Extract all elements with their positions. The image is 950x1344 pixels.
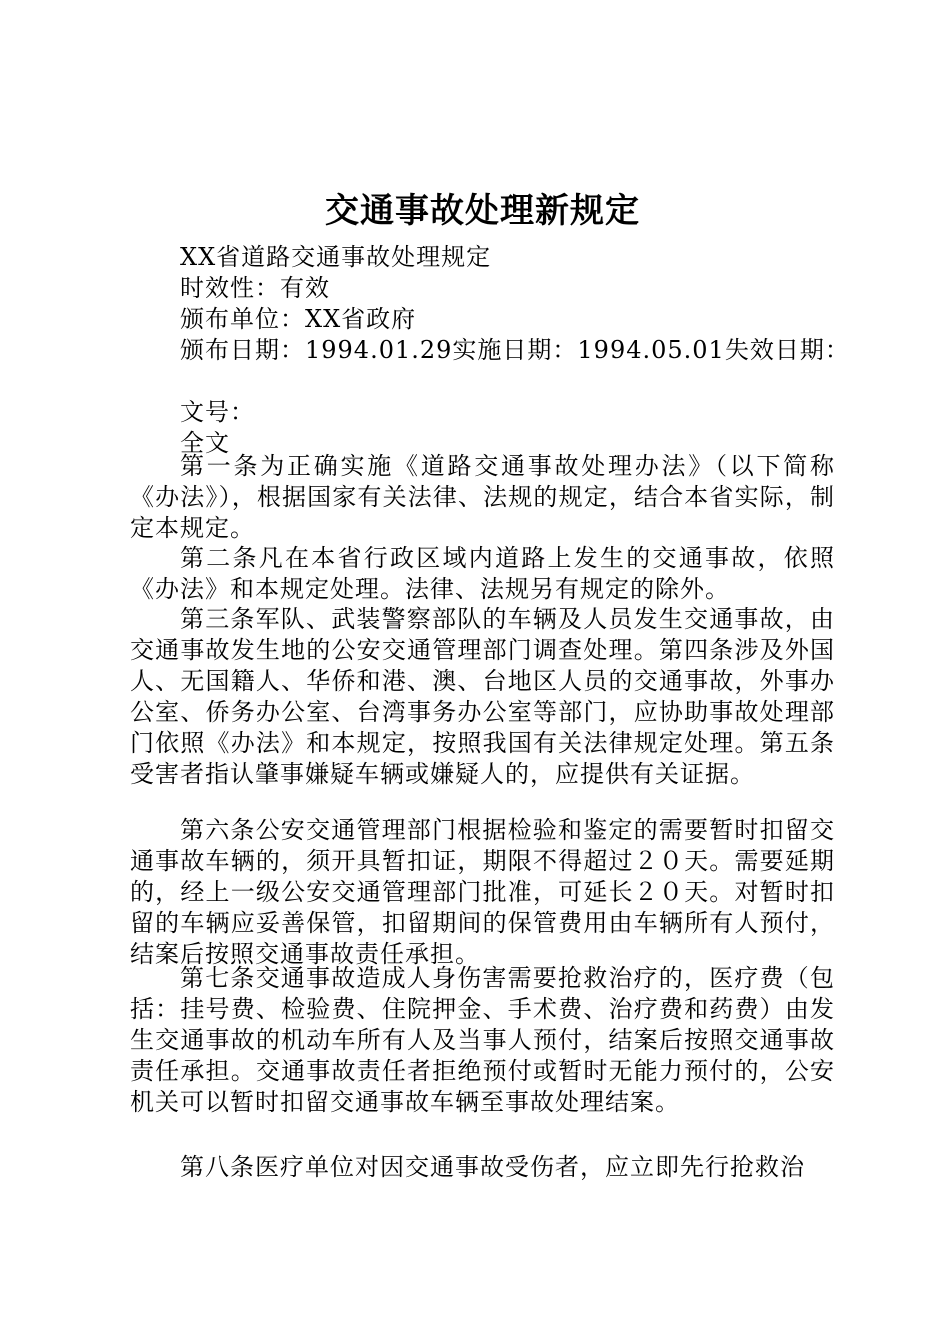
issuer-line: 颁布单位：XX省政府 <box>180 305 417 333</box>
validity-line: 时效性：有效 <box>180 274 330 302</box>
article-7: 第七条交通事故造成人身伤害需要抢救治疗的，医疗费（包括：挂号费、检验费、住院押金、手术费、治疗费和药费）由发生交通事故的机动车所有人及当事人预付，结案后按照交通事故责任承担。交通事故责任者拒绝预付或暂时无能力预付的，公安机关可以暂时扣留交通事故车辆至事故处理结案。 <box>130 964 835 1116</box>
dates-line: 颁布日期：1994.01.29实施日期：1994.05.01失效日期： <box>180 336 850 364</box>
article-8: 第八条医疗单位对因交通事故受伤者，应立即先行抢救治 <box>180 1153 805 1181</box>
full-text-label: 全文 <box>180 429 230 457</box>
article-6: 第六条公安交通管理部门根据检验和鉴定的需要暂时扣留交通事故车辆的，须开具暂扣证，期限不得超过２０天。需要延期的，经上一级公安交通管理部门批准，可延长２０天。对暂时扣留的车辆应妥善保管，扣留期间的保管费用由车辆所有人预付，结案后按照交通事故责任承担。 <box>130 816 835 968</box>
document-title: 交通事故处理新规定 <box>325 191 640 231</box>
regulation-name: XX省道路交通事故处理规定 <box>180 243 492 271</box>
doc-number-line: 文号： <box>180 398 255 426</box>
article-2: 第二条凡在本省行政区域内道路上发生的交通事故，依照《办法》和本规定处理。法律、法规另有规定的除外。 <box>130 544 835 603</box>
article-1: 第一条为正确实施《道路交通事故处理办法》（以下简称《办法》），根据国家有关法律、法规的规定，结合本省实际，制定本规定。 <box>130 452 835 542</box>
article-3: 第三条军队、武装警察部队的车辆及人员发生交通事故，由交通事故发生地的公安交通管理部门调查处理。第四条涉及外国人、无国籍人、华侨和港、澳、台地区人员的交通事故，外事办公室、侨务办公室、台湾事务办公室等部门，应协助事故处理部门依照《办法》和本规定，按照我国有关法律规定处理。第五条受害者指认肇事嫌疑车辆或嫌疑人的，应提供有关证据。 <box>130 605 835 788</box>
